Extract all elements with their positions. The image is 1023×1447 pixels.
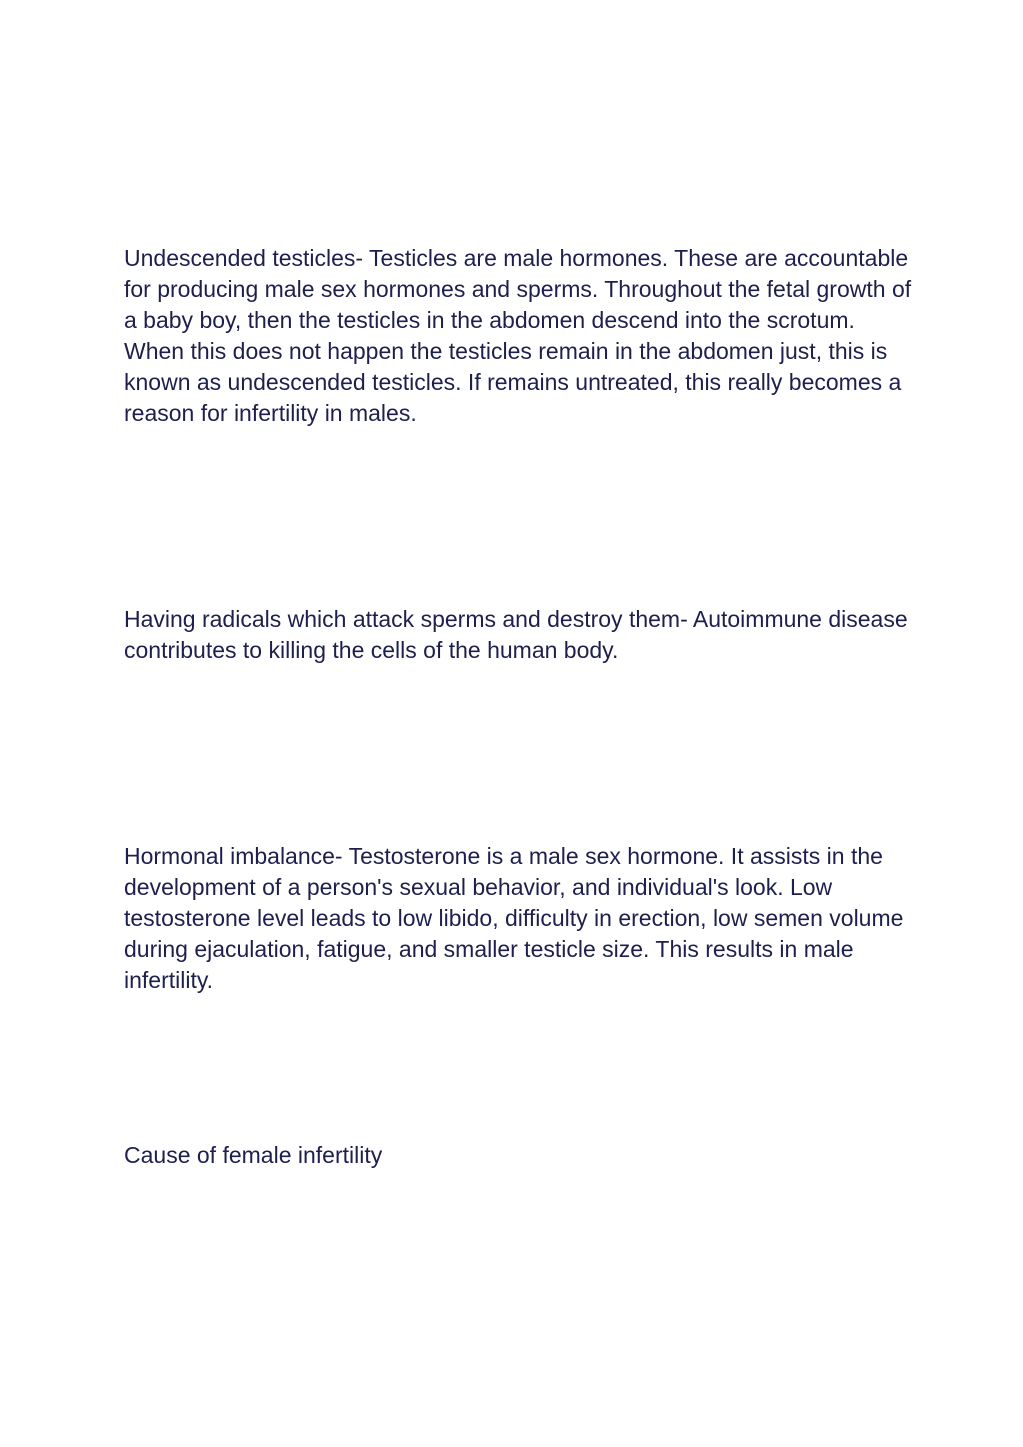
paragraph-hormonal-imbalance: Hormonal imbalance- Testosterone is a male sex hormone. It assists in the development of a person's sexual behavior, and individual's look. Low testosterone level leads to low libido, difficulty in erection, low semen volume during ejaculation, fatigue, and smaller testicle size. This results in male infertility. bbox=[124, 843, 904, 993]
paragraph-undescended-testicles: Undescended testicles- Testicles are male hormones. These are accountable for producing male sex hormones and sperms. Throughout the fetal growth of a baby boy, then the testicles in the abdomen descend into the scrotum. When this does not happen the testicles remain in the abdomen just, this is known as undescended testicles. If remains untreated, this really becomes a reason for infertility in males. bbox=[124, 245, 912, 426]
paragraph-autoimmune-radicals: Having radicals which attack sperms and destroy them- Autoimmune disease contributes to killing the cells of the human body. bbox=[124, 606, 908, 663]
section-heading-female-infertility: Cause of female infertility bbox=[124, 1142, 383, 1168]
